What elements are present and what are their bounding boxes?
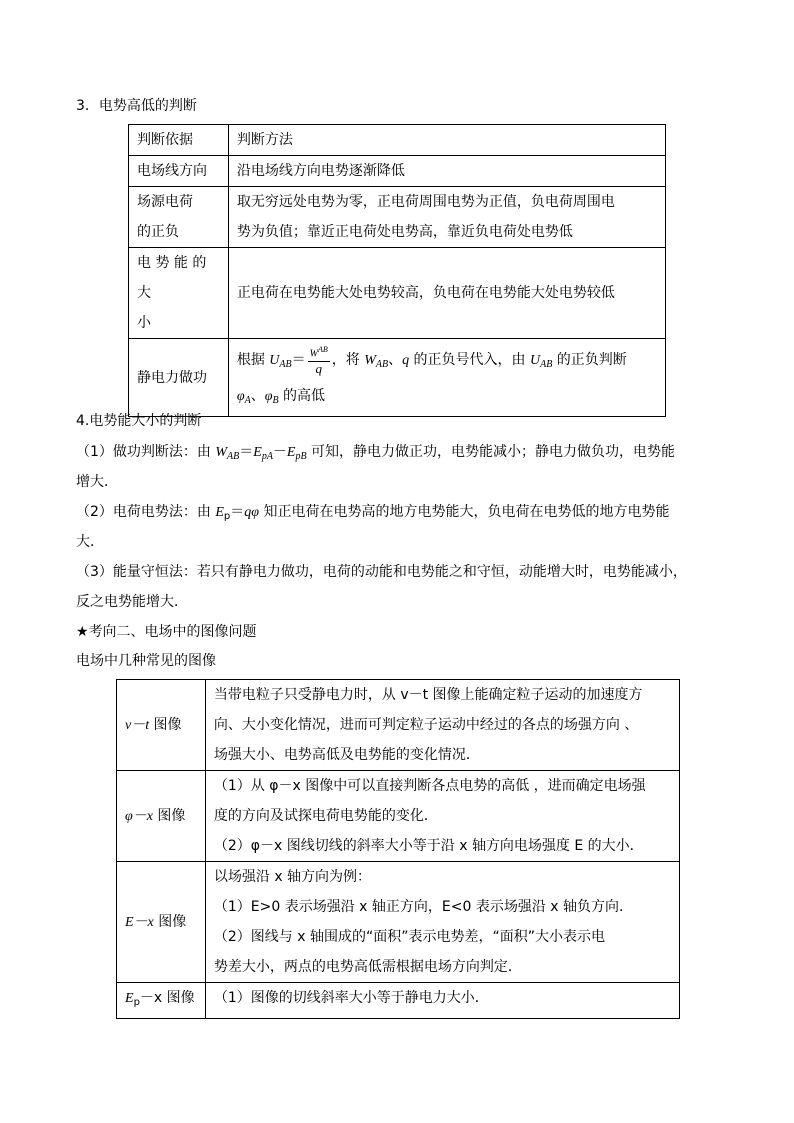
section4-heading: 4.电势能大小的判断: [76, 413, 202, 429]
section5-subheading: 电场中几种常见的图像: [76, 653, 216, 669]
cell-line: 取无穷远处电势为零，正电荷周围电势为正值，负电荷周围电: [236, 194, 615, 210]
table-row: [117, 983, 680, 1019]
table-cell: 静电力做功: [129, 339, 229, 417]
table-row: [117, 771, 680, 862]
table-cell: 电场线方向: [129, 156, 229, 187]
item2-line2: 大．: [76, 534, 104, 550]
cell-line: $\varphi_A$、$\varphi_B$ 的高低: [236, 387, 326, 406]
item2-line1: （2）电荷电势法：由 $E_p=q\varphi$ 知正电荷在电势高的地方电势能大，负电荷在电势低的地方电势能: [76, 504, 670, 522]
star-icon: ★: [76, 624, 89, 640]
table-cell: [129, 248, 229, 339]
table-row: [117, 680, 680, 771]
table-row: [117, 862, 680, 983]
graph-desc-cell: 以场强沿 x 轴方向为例： （1）E>0 表示场强沿 x 轴正方向，E<0 表示场强沿 x 轴负方向． （2）图线与 x 轴围成的“面积”表示电势差，“面积”大小表示电 势差大小，两点的电势高低需根据电场方向判定．: [205, 862, 679, 983]
cell-line: 的正负: [137, 224, 179, 240]
table-header-cell: 判断方法: [228, 125, 665, 156]
table-header-cell: 判断依据: [129, 125, 229, 156]
graph-label-cell: φ－x 图像: [117, 771, 206, 862]
graph-desc-cell: （1）从 φ－x 图像中可以直接判断各点电势的高低 ，进而确定电场强 度的方向及试探电荷电势能的变化． （2）φ－x 图线切线的斜率大小等于沿 x 轴方向电场强度 E 的大小．: [205, 771, 679, 862]
table-row: [129, 125, 666, 156]
table-cell: 正电荷在电势能大处电势较高，负电荷在电势能大处电势较低: [228, 248, 665, 339]
table-row: [129, 339, 666, 417]
graph-label-cell: $E_p-x$ 图像: [117, 983, 206, 1019]
section5-heading: ★考向二、电场中的图像问题: [76, 624, 257, 640]
table-row: [129, 187, 666, 248]
cell-line: 电 势 能 的 大: [137, 255, 207, 301]
table-cell: [129, 187, 229, 248]
field-graph-table: [116, 679, 680, 1019]
cell-line: 场源电荷: [137, 194, 193, 210]
item3-line2: 反之电势能增大．: [76, 594, 188, 610]
table-row: [129, 156, 666, 187]
graph-desc-cell: （1）图像的切线斜率大小等于静电力大小．: [205, 983, 679, 1019]
potential-judgment-table: [128, 124, 666, 417]
cell-line: 势为负值；靠近正电荷处电势高，靠近负电荷处电势低: [236, 224, 573, 240]
graph-label-cell: v－t 图像: [117, 680, 206, 771]
item3-line1: （3）能量守恒法：若只有静电力做功，电荷的动能和电势能之和守恒，动能增大时，电势能减小，: [76, 564, 687, 580]
cell-line: 根据 $U_{AB}=$ $\frac{W^{AB}}{q}$ ，将 $W_{AB}$、q 的正负号代入，由 $U_{AB}$ 的正负判断: [236, 344, 627, 377]
table-cell: [228, 187, 665, 248]
graph-label-cell: E－x 图像: [117, 862, 206, 983]
graph-desc-cell: 当带电粒子只受静电力时，从 v－t 图像上能确定粒子运动的加速度方 向、大小变化情况，进而可判定粒子运动中经过的各点的场强方向 、 场强大小、电势高低及电势能的变化情况．: [205, 680, 679, 771]
table-cell: [228, 339, 665, 417]
item1-line1: （1）做功判断法：由 $W_{AB}=E_{pA}-E_{pB}$ 可知，静电力做正功，电势能减小；静电力做负功，电势能: [76, 444, 676, 462]
table-cell: 沿电场线方向电势逐渐降低: [228, 156, 665, 187]
fraction-w-over-q: $\frac{W^{AB}}{q}$: [309, 344, 328, 377]
cell-line: 小: [137, 315, 151, 331]
item1-line2: 增大．: [76, 474, 118, 490]
section3-heading: 3．电势高低的判断: [76, 98, 197, 114]
table-row: [129, 248, 666, 339]
